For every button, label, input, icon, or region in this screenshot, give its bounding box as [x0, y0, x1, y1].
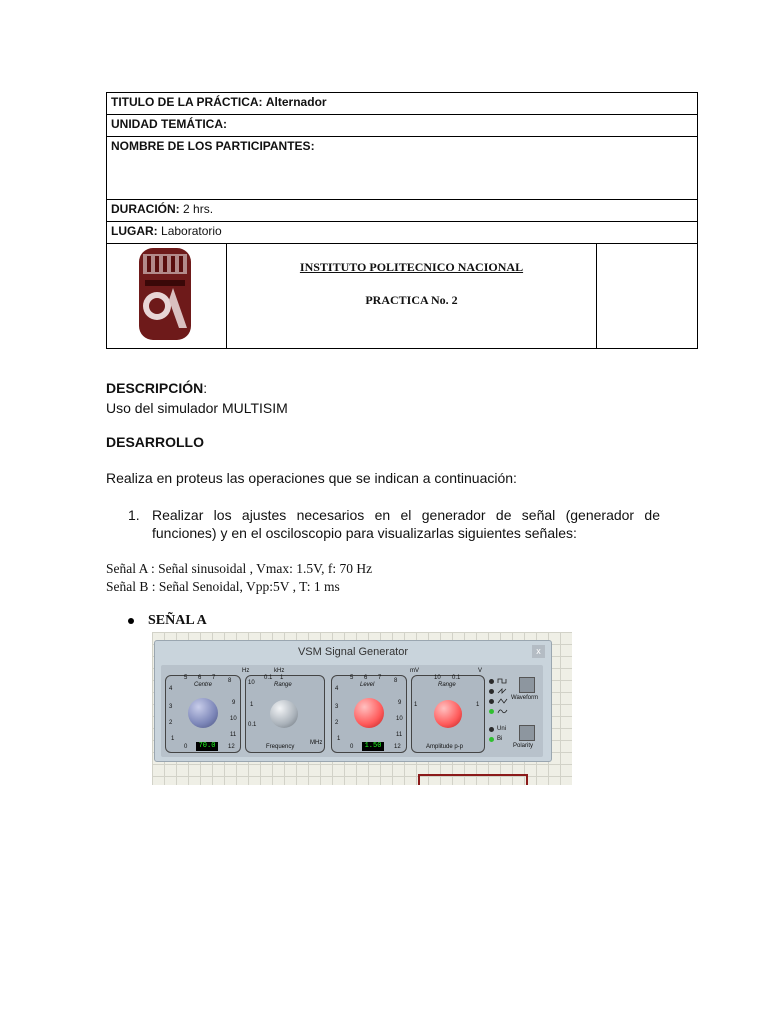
institution-name: INSTITUTO POLITECNICO NACIONAL — [299, 260, 524, 274]
item-number: 1. — [128, 507, 140, 523]
cell-lugar — [107, 222, 698, 244]
lugar-label: LUGAR: — [111, 224, 158, 238]
signal-generator-window — [154, 640, 552, 762]
bullet-senal-a — [128, 613, 207, 629]
polarity-label: Polarity — [513, 743, 534, 749]
lugar-value: Laboratorio — [161, 224, 222, 238]
range-tick: 1 — [280, 675, 284, 681]
cell-nombre — [107, 137, 698, 200]
level-knob[interactable] — [354, 698, 384, 728]
range-tick: 10 — [248, 680, 255, 686]
centre-tick: 5 — [184, 675, 188, 681]
amplitude-range-dial — [410, 668, 485, 753]
unit-mv: mV — [410, 668, 419, 674]
level-label: Level — [360, 682, 375, 688]
row-duracion — [107, 200, 698, 222]
duracion-value: 2 hrs. — [183, 202, 214, 216]
level-tick: 10 — [396, 716, 403, 722]
bullet-label: SEÑAL A — [148, 613, 207, 628]
intro-text: Realiza en proteus las operaciones que se indican a continuación: — [106, 470, 517, 486]
ipn-logo-icon — [107, 244, 226, 344]
cell-duracion — [107, 200, 698, 222]
descripcion-heading: DESCRIPCIÓN — [106, 380, 204, 396]
level-tick: 1 — [337, 736, 341, 742]
range-knob[interactable] — [270, 700, 298, 728]
range-tick: 0.1 — [264, 675, 273, 681]
numbered-item-1 — [128, 506, 660, 542]
waveform-button[interactable] — [519, 677, 535, 693]
centre-tick: 0 — [184, 744, 188, 750]
range-label: Range — [274, 682, 292, 688]
amp-range-tick: 1 — [414, 702, 418, 708]
level-tick: 3 — [335, 704, 339, 710]
header-table — [106, 92, 698, 349]
level-tick: 9 — [398, 700, 402, 706]
centre-tick: 6 — [198, 675, 202, 681]
centre-tick: 1 — [171, 736, 175, 742]
level-tick: 0 — [350, 744, 354, 750]
amp-range-tick: 1 — [476, 702, 480, 708]
waveform-icons — [497, 677, 509, 717]
row-unidad — [107, 115, 698, 137]
descripcion-line — [106, 380, 207, 396]
generator-panel — [161, 665, 543, 757]
unit-khz: kHz — [274, 668, 285, 674]
desarrollo-heading: DESARROLLO — [106, 434, 204, 450]
item-text: Realizar los ajustes necesarios en el generador de señal (generador de funciones) y en el osciloscopio para visualizarlas siguientes señales: — [152, 507, 660, 541]
centre-tick: 3 — [169, 704, 173, 710]
unit-hz: Hz — [242, 668, 250, 674]
unit-mhz: MHz — [310, 740, 323, 746]
led-triangle — [489, 699, 494, 704]
titulo-label: TITULO DE LA PRÁCTICA: — [111, 95, 263, 109]
led-square — [489, 679, 494, 684]
uni-label: Uni — [497, 726, 507, 732]
close-button[interactable]: x — [532, 645, 545, 658]
unit-v: V — [478, 668, 483, 674]
level-tick: 11 — [396, 732, 403, 738]
frequency-label: Frequency — [266, 744, 295, 750]
duracion-label: DURACIÓN: — [111, 202, 180, 216]
centre-tick: 10 — [230, 716, 237, 722]
centre-label: Centre — [194, 682, 213, 688]
range-tick: 1 — [250, 702, 254, 708]
unidad-label: UNIDAD TEMÁTICA: — [111, 117, 227, 131]
led-sawtooth — [489, 689, 494, 694]
centre-tick: 7 — [212, 675, 216, 681]
bi-label: Bi — [497, 736, 503, 742]
nombre-label: NOMBRE DE LOS PARTICIPANTES: — [111, 139, 315, 153]
row-logo — [107, 244, 698, 349]
amp-range-knob[interactable] — [434, 700, 462, 728]
level-tick: 7 — [378, 675, 382, 681]
cell-titulo — [107, 93, 698, 115]
range-tick: 0.1 — [248, 722, 257, 728]
waveform-label: Waveform — [511, 695, 539, 701]
amp-range-tick: 0.1 — [452, 675, 461, 681]
senal-a-text: Señal A : Señal sinusoidal , Vmax: 1.5V, f: 70 Hz — [106, 561, 373, 576]
row-lugar — [107, 222, 698, 244]
centre-tick: 4 — [169, 686, 173, 692]
level-tick: 5 — [350, 675, 354, 681]
led-sine — [489, 709, 494, 714]
level-dial — [331, 675, 407, 753]
centre-display: 70.0 — [196, 742, 218, 751]
senal-b-text: Señal B : Señal Senoidal, Vpp:5V , T: 1 ms — [106, 579, 340, 594]
row-nombre — [107, 137, 698, 200]
generator-title: VSM Signal Generator — [297, 646, 409, 658]
cell-institution — [227, 244, 597, 349]
cell-logo — [107, 244, 227, 349]
titulo-value: Alternador — [265, 95, 327, 109]
amplitude-label: Amplitude p-p — [426, 744, 464, 750]
descripcion-colon: : — [203, 380, 208, 396]
oscilloscope-component[interactable] — [418, 774, 528, 785]
practica-number: PRACTICA No. 2 — [365, 293, 458, 307]
simulator-canvas — [152, 632, 572, 785]
row-titulo — [107, 93, 698, 115]
centre-tick: 12 — [228, 744, 235, 750]
frequency-range-dial — [242, 668, 325, 753]
descripcion-text: Uso del simulador MULTISIM — [106, 400, 288, 416]
led-uni — [489, 727, 494, 732]
cell-unidad — [107, 115, 698, 137]
amp-range-label: Range — [438, 682, 456, 688]
cell-empty — [597, 244, 698, 349]
centre-tick: 11 — [230, 732, 237, 738]
centre-knob[interactable] — [188, 698, 218, 728]
level-tick: 12 — [394, 744, 401, 750]
bullet-icon — [128, 618, 134, 624]
amp-range-tick: 10 — [434, 675, 441, 681]
polarity-button[interactable] — [519, 725, 535, 741]
led-bi — [489, 737, 494, 742]
level-tick: 8 — [394, 678, 398, 684]
centre-dial — [165, 675, 241, 753]
level-tick: 6 — [364, 675, 368, 681]
level-display: 1.50 — [362, 742, 384, 751]
centre-tick: 9 — [232, 700, 236, 706]
centre-tick: 8 — [228, 678, 232, 684]
level-tick: 4 — [335, 686, 339, 692]
level-tick: 2 — [335, 720, 339, 726]
centre-tick: 2 — [169, 720, 173, 726]
